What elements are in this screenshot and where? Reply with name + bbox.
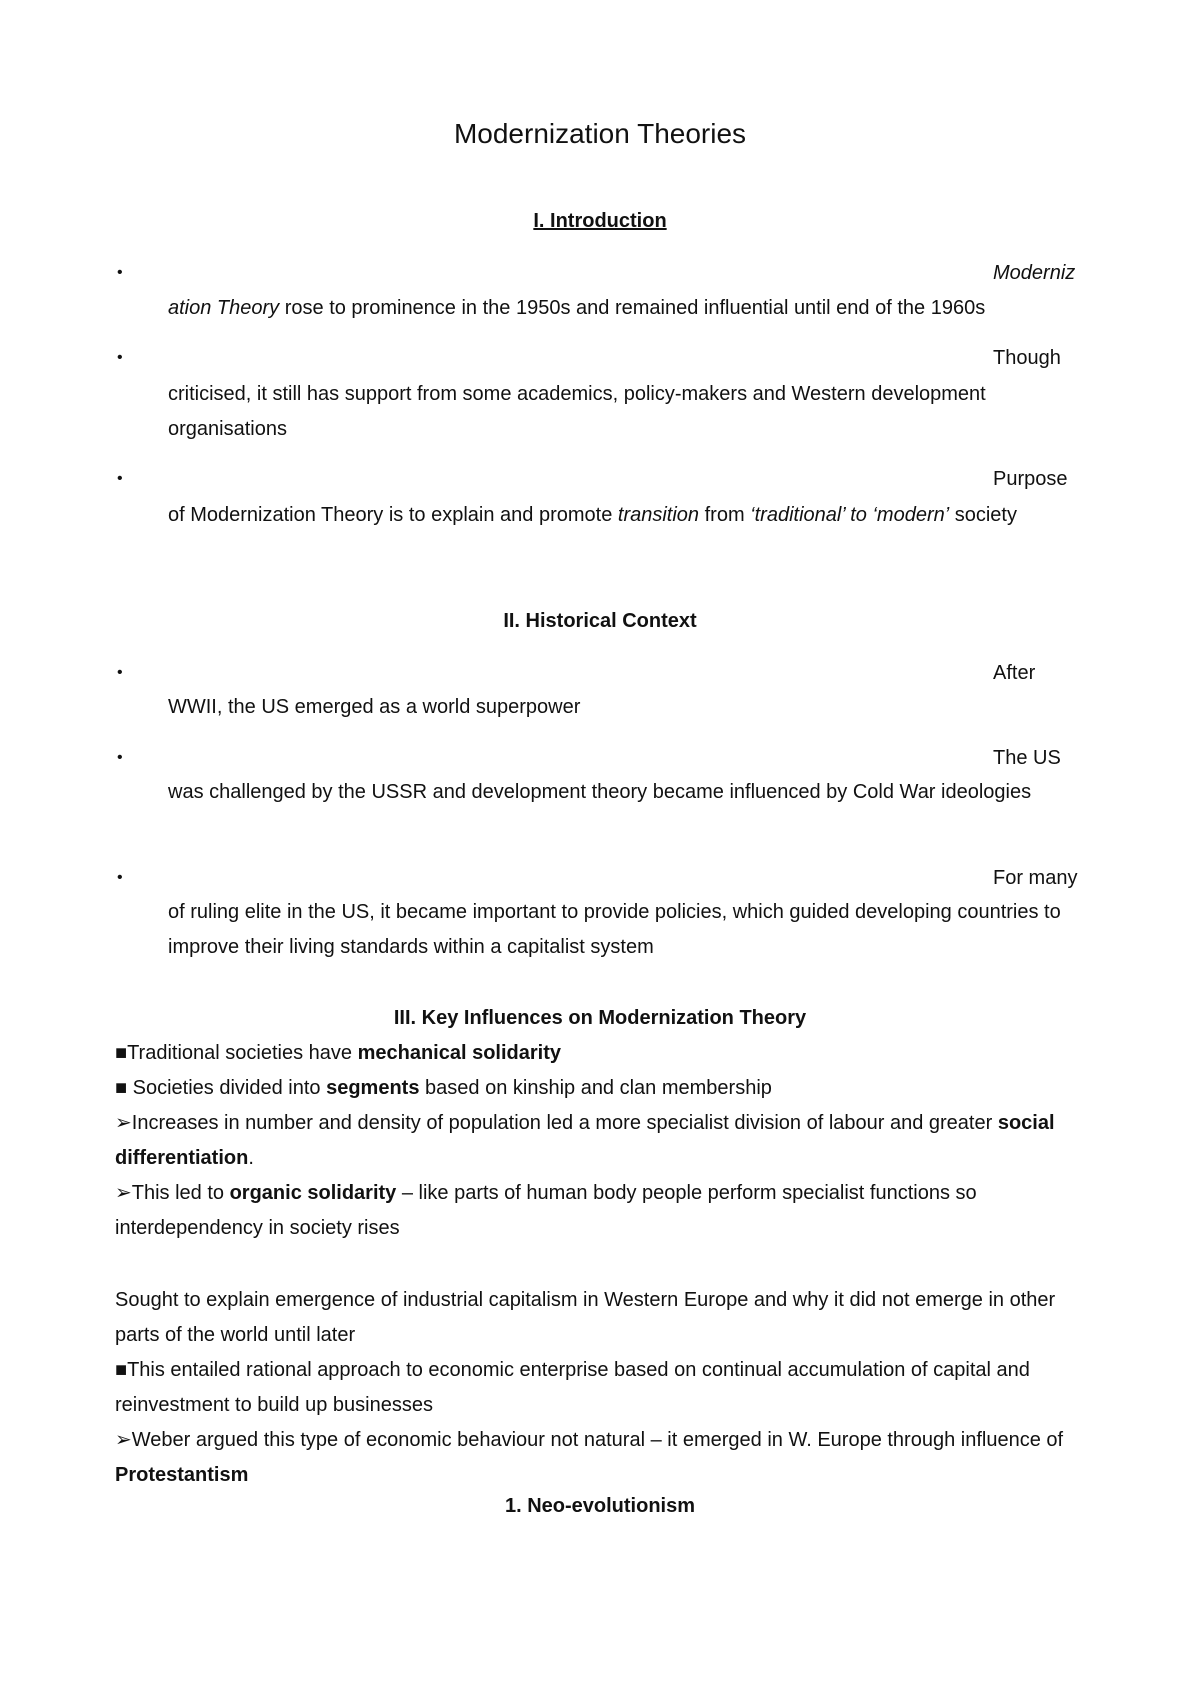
bullet-icon: • [117,470,123,487]
influence-line: ■ Societies divided into segments based on kinship and clan membership [115,1077,772,1099]
bullet-text: WWII, the US emerged as a world superpower [168,696,581,718]
bullet-icon: • [117,664,123,681]
section-heading-key-influences: III. Key Influences on Modernization Theory [393,1007,807,1029]
weber-line: ■This entailed rational approach to economic enterprise based on continual accumulation of capital and reinvestment to build up businesses [115,1359,1030,1416]
bullet-text: criticised, it still has support from some academics, policy-makers and Western development organisations [168,383,986,440]
bullet-text: was challenged by the USSR and development theory became influenced by Cold War ideologies [168,781,1032,803]
weber-line: Sought to explain emergence of industrial capitalism in Western Europe and why it did not emerge in other parts of the world until later [115,1289,1056,1346]
influence-line: ➢Increases in number and density of population led a more specialist division of labour and greater social differentiation. [115,1112,1055,1169]
document-title: Modernization Theories [453,118,747,149]
bullet-text: ation Theory rose to prominence in the 1950s and remained influential until end of the 1960s [168,297,986,319]
influence-line: ➢This led to organic solidarity – like parts of human body people perform specialist functions so interdependency in society rises [115,1182,977,1239]
weber-text [115,1283,1100,1493]
bullet-first-word: Purpose [993,468,1068,490]
influence-line: ■Traditional societies have mechanical solidarity [115,1042,561,1064]
bullet-icon: • [117,749,123,766]
influences-text [115,1036,1100,1246]
section-heading-historical-context: II. Historical Context [503,610,697,632]
bullet-first-word: Moderniz [993,262,1076,284]
section-heading-neo-evolutionism: 1. Neo-evolutionism [504,1495,696,1517]
bullet-icon: • [117,264,123,281]
bullet-first-word: For many [993,867,1078,889]
bullet-text: of Modernization Theory is to explain and promote transition from ‘traditional’ to ‘modern’ society [168,504,1017,526]
bullet-icon: • [117,869,123,886]
weber-line: ➢Weber argued this type of economic behaviour not natural – it emerged in W. Europe through influence of Protestantism [115,1429,1064,1486]
bullet-text: of ruling elite in the US, it became important to provide policies, which guided developing countries to improve their living standards within a capitalist system [168,901,1061,958]
bullet-first-word: After [993,662,1036,684]
bullet-first-word: The US [993,747,1061,769]
bullet-icon: • [117,349,123,366]
section-heading-introduction: I. Introduction [533,210,667,232]
bullet-first-word: Though [993,347,1061,369]
